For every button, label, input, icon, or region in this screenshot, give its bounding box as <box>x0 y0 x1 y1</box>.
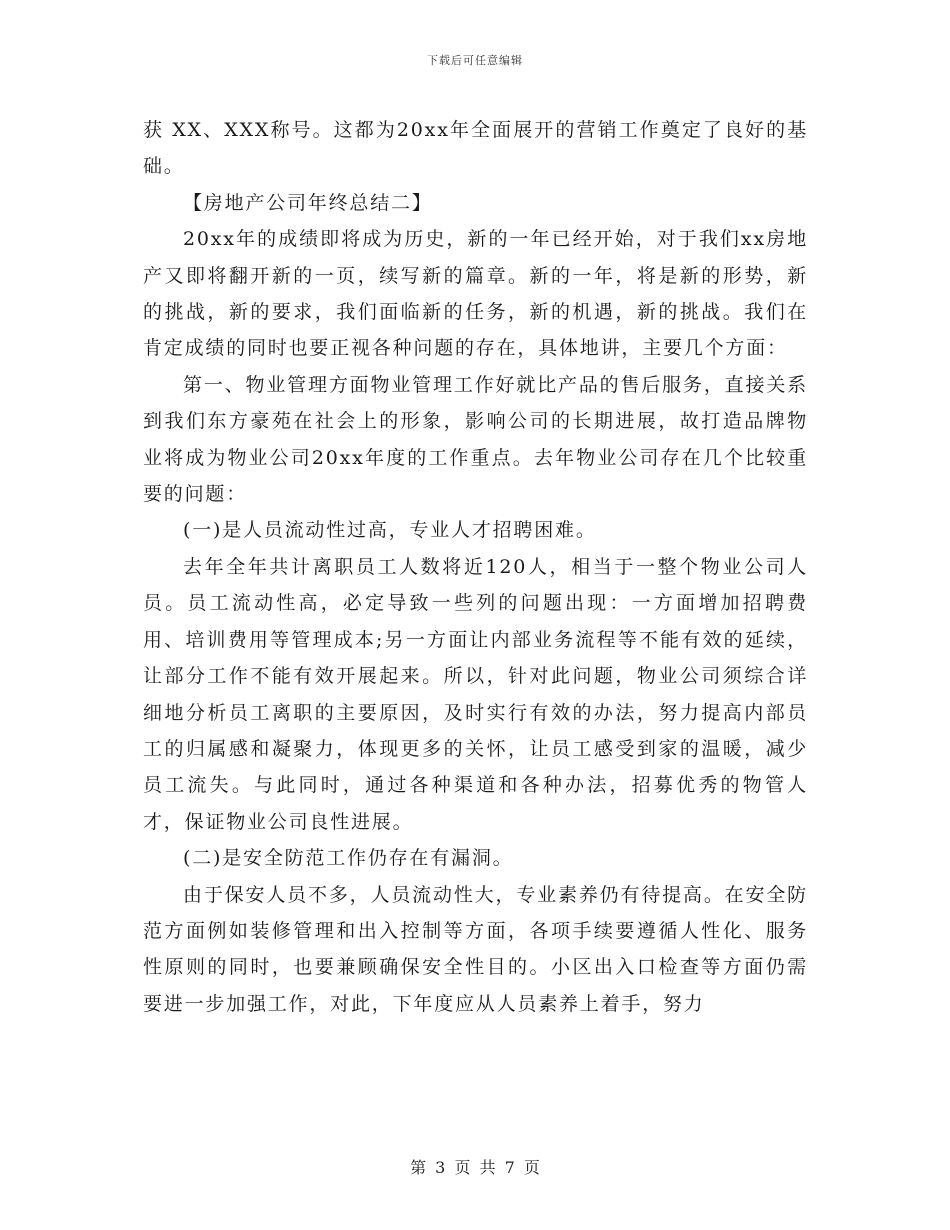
paragraph-intro: 20xx年的成绩即将成为历史，新的一年已经开始，对于我们xx房地产又即将翻开新的一页，续写新的篇章。新的一年，将是新的形势，新的挑战，新的要求，我们面临新的任务，新的机遇，新的挑战。我们在肯定成绩的同时也要正视各种问题的存在，具体地讲，主要几个方面： <box>143 228 808 360</box>
section-heading: 【房地产公司年终总结二】 <box>183 191 433 214</box>
paragraph-issue-one-heading: (一)是人员流动性过高，专业人才招聘困难。 <box>183 519 597 542</box>
paragraph-issue-one-body: 去年全年共计离职员工人数将近120人，相当于一整个物业公司人员。员工流动性高，必定导致一些列的问题出现：一方面增加招聘费用、培训费用等管理成本;另一方面让内部业务流程等不能有效的延续，让部分工作不能有效开展起来。所以，针对此问题，物业公司须综合详细地分析员工离职的主要原因，及时实行有效的办法，努力提高内部员工的归属感和凝聚力，体现更多的关怀，让员工感受到家的温暖，减少员工流失。与此同时，通过各种渠道和各种办法，招募优秀的物管人才，保证物业公司良性进展。 <box>143 555 808 833</box>
page-header: 下载后可任意编辑 <box>427 54 523 67</box>
document-body <box>143 112 808 1022</box>
paragraph-property-management: 第一、物业管理方面物业管理工作好就比产品的售后服务，直接关系到我们东方豪苑在社会上的形象，影响公司的长期进展，故打造品牌物业将成为物业公司20xx年度的工作重点。去年物业公司存在几个比较重要的问题： <box>143 373 808 506</box>
paragraph-issue-two-body: 由于保安人员不多，人员流动性大，专业素养仍有待提高。在安全防范方面例如装修管理和出入控制等方面，各项手续要遵循人性化、服务性原则的同时，也要兼顾确保安全性目的。小区出入口检查等方面仍需要进一步加强工作，对此，下年度应从人员素养上着手，努力 <box>143 883 808 1015</box>
paragraph-continuation: 获 XX、XXX称号。这都为20xx年全面展开的营销工作奠定了良好的基础。 <box>143 119 808 178</box>
page-number-footer: 第 3 页 共 7 页 <box>410 1158 540 1177</box>
paragraph-issue-two-heading: (二)是安全防范工作仍存在有漏洞。 <box>183 847 514 870</box>
